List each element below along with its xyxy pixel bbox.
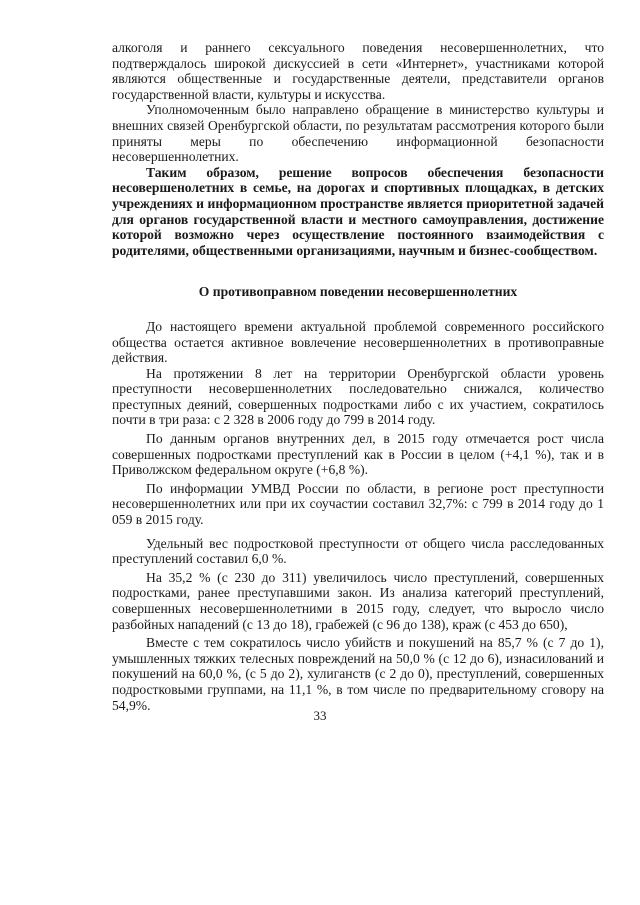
page-number: 33	[313, 708, 327, 723]
paragraph-conclusion-bold: Таким образом, решение вопросов обеспечения безопасности несовершенолетних в семье, на дорогах и спортивных площадках, в детских учреждениях и информационном пространстве является приоритетной задачей для органов государственной власти и местного самоуправления, достижение которой возможно через осуществление постоянного взаимодействия с родителями, общественными организациями, научным и бизнес-сообществом.	[112, 164, 604, 258]
paragraph-ombudsman-appeal: Уполномоченным было направлено обращение в министерство культуры и внешних связей Оренбургской области, по результатам рассмотрения которого были приняты меры по обеспечению информационной безопасности несовершеннолетних.	[112, 102, 604, 165]
section-heading: О противоправном поведении несовершеннолетних	[198, 284, 518, 300]
paragraph-crime-trend: На протяжении 8 лет на территории Оренбургской области уровень преступности несовершеннолетних последовательно снижался, количество преступных деяний, совершенных подростками либо с их участием, сократилось почти в три раза: с 2 328 в 2006 году до 799 в 2014 году.	[112, 365, 604, 428]
paragraph-decrease: Вместе с тем сократилось число убийств и покушений на 85,7 % (с 7 до 1), умышленных тяжких телесных повреждений на 50,0 % (с 12 до 6), изнасилований и покушений на 60,0 %, (с 5 до 2), хулиганств (с 2 до 0), преступлений, совершенных подростковыми группами, на 11,1 %, в том числе по предварительному сговору на 54,9%.	[112, 635, 604, 713]
paragraph-intro: До настоящего времени актуальной проблемой современного российского общества остается активное вовлечение несовершеннолетних в противоправные действия.	[112, 318, 604, 366]
paragraph-continuation: алкоголя и раннего сексуального поведения несовершеннолетних, что подтверждалось широкой дискуссией в сети «Интернет», участниками которой являются общественные и государственные деятели, представители органов государственной власти, культуры и искусства.	[112, 40, 604, 102]
spacer	[112, 528, 604, 536]
paragraph-share: Удельный вес подростковой преступности от общего числа расследованных преступлений составил 6,0 %.	[112, 535, 604, 567]
spacer	[112, 258, 604, 284]
paragraph-repeat-offenders: На 35,2 % (с 230 до 311) увеличилось число преступлений, совершенных подростками, ранее преступавшими закон. Из анализа категорий преступлений, совершенных несовершеннолетними в 2015 году, следует, что выросло число разбойных нападений (с 13 до 18), грабежей (с 96 до 138), краж (с 453 до 650),	[112, 569, 604, 632]
document-page	[112, 40, 604, 713]
paragraph-umvd-data: По информации УМВД России по области, в регионе рост преступности несовершеннолетних или при их соучастии составил 32,7%: с 799 в 2014 году до 1 059 в 2015 году.	[112, 480, 604, 528]
paragraph-mvd-data: По данным органов внутренних дел, в 2015 году отмечается рост числа совершенных подростками преступлений как в России в целом (+4,1 %), так и в Приволжском федеральном округе (+6,8 %).	[112, 431, 604, 478]
spacer	[112, 300, 604, 319]
